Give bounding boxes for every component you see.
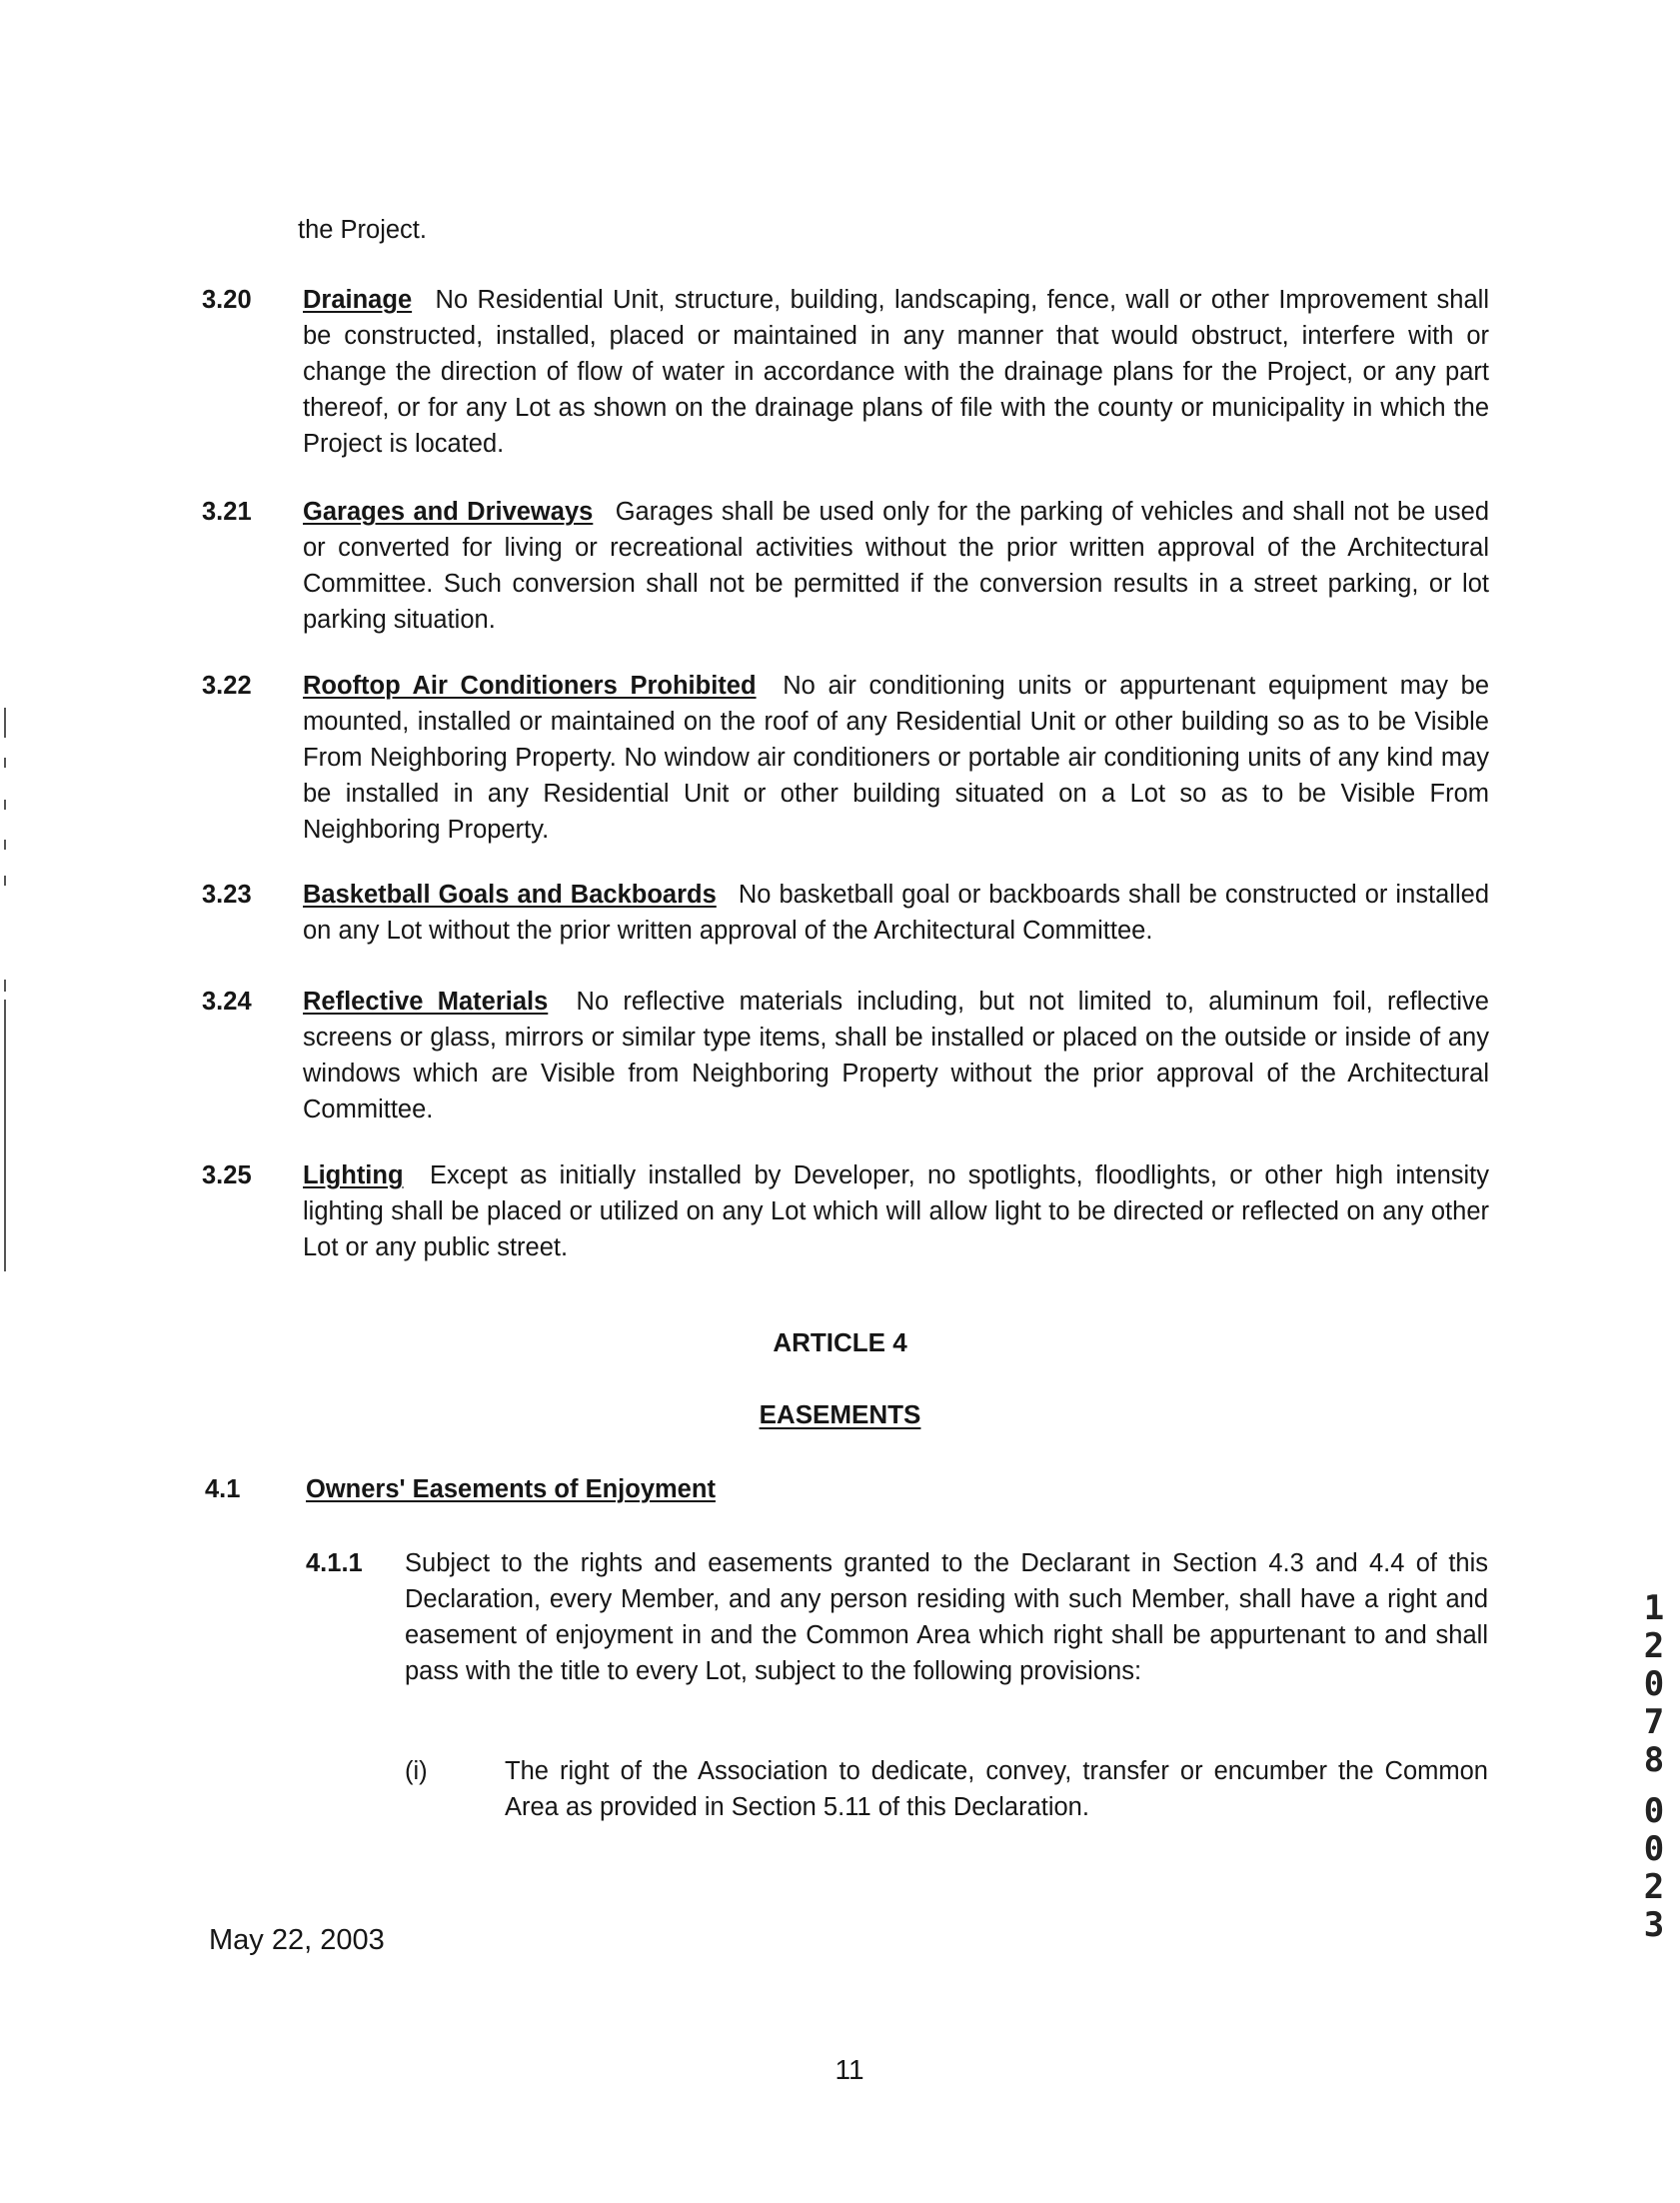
section-body bbox=[303, 494, 1489, 638]
side-stamp-upper bbox=[1639, 1589, 1669, 1779]
stamp-digit: 1 bbox=[1643, 1588, 1665, 1628]
article-title bbox=[0, 1399, 1680, 1430]
section-body bbox=[303, 1157, 1489, 1265]
subsection-4-1-number: 4.1 bbox=[205, 1475, 241, 1503]
section-3-23 bbox=[202, 877, 1491, 949]
stamp-digit: 2 bbox=[1643, 1626, 1665, 1666]
scan-mark bbox=[4, 840, 6, 850]
section-title: Rooftop Air Conditioners Prohibited bbox=[303, 672, 757, 700]
side-stamp-lower bbox=[1639, 1792, 1669, 1944]
section-number: 3.23 bbox=[202, 881, 252, 909]
section-text: No reflective materials including, but not limited to, aluminum foil, reflective screens or glass, mirrors or similar type items, shall be installed or placed on the outside or inside of any windows which are Visible from Neighboring Property without the prior approval of the Architectural Committee. bbox=[303, 988, 1489, 1123]
section-text: Garages shall be used only for the parking of vehicles and shall not be used or converted for living or recreational activities without the prior written approval of the Architectural Committee. Such conversion shall not be permitted if the conversion results in a street parking, or lot parking situation. bbox=[303, 498, 1490, 634]
section-3-25 bbox=[202, 1157, 1491, 1265]
section-number: 3.25 bbox=[202, 1161, 252, 1189]
section-number: 3.20 bbox=[202, 286, 252, 314]
section-text: Except as initially installed by Developer, no spotlights, floodlights, or other high intensity lighting shall be placed or utilized on any Lot which will allow light to be directed or reflected on any other Lot or any public street. bbox=[303, 1161, 1489, 1261]
scan-mark bbox=[4, 980, 6, 992]
stamp-digit: 7 bbox=[1643, 1702, 1665, 1742]
article-label bbox=[0, 1327, 1680, 1358]
scan-mark bbox=[4, 1000, 6, 1271]
section-title: Garages and Driveways bbox=[303, 498, 594, 526]
section-text: No Residential Unit, structure, building, landscaping, fence, wall or other Improvement shall be constructed, installed, placed or maintained in any manner that would obstruct, interfere with or change the direction of flow of water in accordance with the drainage plans for the Project, or any part thereof, or for any Lot as shown on the drainage plans of file with the county or municipality in which the Project is located. bbox=[303, 286, 1489, 458]
subsection-4-1-1-number: 4.1.1 bbox=[306, 1549, 363, 1577]
stamp-digit: 0 bbox=[1643, 1829, 1665, 1869]
section-3-20 bbox=[202, 282, 1491, 462]
intro-line: the Project. bbox=[298, 216, 427, 244]
section-body bbox=[303, 668, 1489, 848]
item-i-label: (i) bbox=[405, 1757, 428, 1785]
section-3-22 bbox=[202, 668, 1491, 848]
section-body bbox=[303, 282, 1489, 462]
stamp-digit: 0 bbox=[1643, 1664, 1665, 1704]
section-3-24 bbox=[202, 984, 1491, 1127]
subsection-4-1-title: Owners' Easements of Enjoyment bbox=[306, 1475, 716, 1503]
stamp-digit: 3 bbox=[1643, 1905, 1665, 1945]
item-i-text: The right of the Association to dedicate, convey, transfer or encumber the Common Area as provided in Section 5.11 of this Declaration. bbox=[505, 1757, 1488, 1821]
section-title: Lighting bbox=[303, 1161, 404, 1189]
section-number: 3.24 bbox=[202, 988, 252, 1016]
scan-mark bbox=[4, 708, 6, 738]
scan-mark bbox=[4, 758, 6, 768]
scan-mark bbox=[4, 876, 6, 886]
section-title: Basketball Goals and Backboards bbox=[303, 881, 717, 909]
subsection-4-1-1-text: Subject to the rights and easements granted to the Declarant in Section 4.3 and 4.4 of this Declaration, every Member, and any person residing with such Member, shall have a right and easement of enjoyment in and the Common Area which right shall be appurtenant to and shall pass with the title to every Lot, subject to the following provisions: bbox=[405, 1549, 1488, 1685]
article-label-text: ARTICLE 4 bbox=[773, 1327, 907, 1357]
section-text: No basketball goal or backboards shall be constructed or installed on any Lot without the prior written approval of the Architectural Committee. bbox=[303, 881, 1489, 945]
scan-mark bbox=[4, 800, 6, 810]
section-body bbox=[303, 984, 1489, 1127]
article-title-text: EASEMENTS bbox=[759, 1399, 921, 1429]
page-number: 11 bbox=[835, 2054, 864, 2085]
section-number: 3.22 bbox=[202, 672, 252, 700]
section-number: 3.21 bbox=[202, 498, 252, 526]
footer-date: May 22, 2003 bbox=[209, 1924, 385, 1956]
stamp-digit: 0 bbox=[1643, 1791, 1665, 1831]
section-text: No air conditioning units or appurtenant equipment may be mounted, installed or maintained on the roof of any Residential Unit or other building so as to be Visible From Neighboring Property. No window air conditioners or portable air conditioning units of any kind may be installed in any Residential Unit or other building situated on a Lot so as to be Visible From Neighboring Property. bbox=[303, 672, 1490, 844]
section-3-21 bbox=[202, 494, 1491, 638]
section-body bbox=[303, 877, 1489, 949]
section-title: Reflective Materials bbox=[303, 988, 549, 1016]
section-title: Drainage bbox=[303, 286, 413, 314]
stamp-digit: 8 bbox=[1643, 1740, 1665, 1780]
stamp-digit: 2 bbox=[1643, 1867, 1665, 1907]
